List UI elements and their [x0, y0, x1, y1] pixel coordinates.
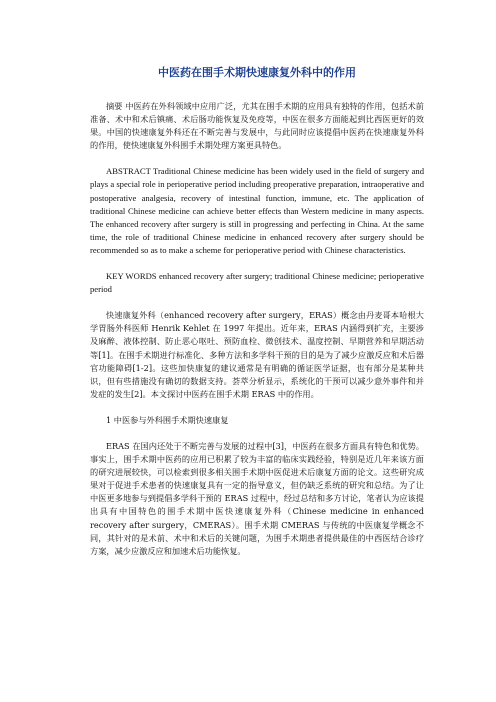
section-1-heading: 1 中医参与外科围手术期快速康复 — [106, 414, 229, 425]
abstract-english: ABSTRACT Traditional Chinese medicine has been widely used in the field of surgery and plays a special role in perioperative period including preoperative preparation, intraoperative and postoperative analgesia, recovery of intestinal function, immune, etc. The application of traditional Chinese medicine can achieve better effects than Western medicine in many aspects. The enhanced recovery after surgery is still in progressing and perfecting in China. At the same time, the role of traditional Chinese medicine in enhanced recovery after surgery should be recommended so as to make a scheme for perioperative period with Chinese characteristics. — [90, 166, 424, 255]
abstract-chinese: 摘要 中医药在外科领域中应用广泛，尤其在围手术期的应用具有独特的作用，包括术前准备、术中和术后镇痛、术后肠功能恢复及免疫等，中医在很多方面能起到比西医更好的效果。中国的快速康复外科还在不断完善与发展中，与此同时应该提倡中医药在快速康复外科的作用，使快速康复外科围手术期处理方案更具特色。 — [90, 101, 424, 151]
introduction-paragraph: 快速康复外科（enhanced recovery after surgery，ERAS）概念由丹麦哥本哈根大学胃肠外科医师 Henrik Kehlet 在 1997 年提出。近年来，ERAS 内涵得到扩充，主要涉及麻醉、液体控制、防止恶心呕吐、预防血栓、微创技术、温度控制、早期营养和早期活动等[1]。在围手术期进行标准化、多种方法和多学科干预的目的是为了减少应激反应和术后器官功能障碍[1-2]。这些加快康复的建议通常是有明确的循证医学证据，也有部分是某种共识，但有些措施没有确切的数据支持。荟萃分析显示，系统化的干预可以减少意外事件和并发症的发生[2]。本文探讨中医药在围手术期 ERAS 中的作用。 — [90, 310, 424, 399]
keywords-english: KEY WORDS enhanced recovery after surgery; traditional Chinese medicine; perioperative period — [90, 271, 424, 295]
section-1-paragraph: ERAS 在国内还处于不断完善与发展的过程中[3]，中医药在很多方面具有特色和优势。事实上，围手术期中医药的应用已积累了较为丰富的临床实践经验，特别是近几年来该方面的研究进展较快，可以检索到很多相关围手术期中医促进术后康复方面的论文。这些研究成果对于促进手术患者的快速康复具有一定的指导意义，但仍缺乏系统的研究和总结。为了让中医更多地参与到提倡多学科干预的 ERAS 过程中，经过总结和多方讨论，笔者认为应该提出具有中国特色的围手术期中医快速康复外科（Chinese medicine in enhanced recovery after surgery，CMERAS）。围手术期 CMERAS 与传统的中医康复学概念不同，其针对的是术前、术中和术后的关键问题，为围手术期患者提供最佳的中西医结合诊疗方案，减少应激反应和加速术后功能恢复。 — [90, 440, 424, 556]
paper-title: 中医药在围手术期快速康复外科中的作用 — [158, 66, 356, 79]
